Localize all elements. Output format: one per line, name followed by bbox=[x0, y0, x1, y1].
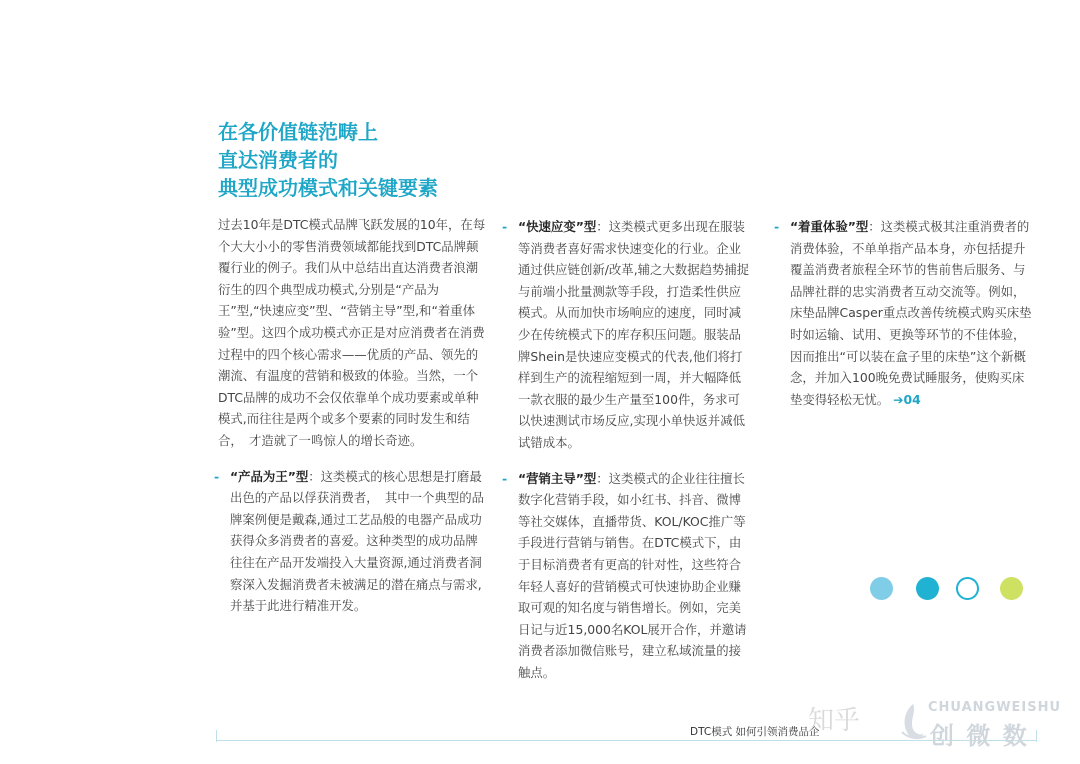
title-line-1: 在各价值链范畴上 bbox=[218, 120, 378, 144]
bullet-dash: - bbox=[502, 470, 508, 486]
bullet-text: ：这类模式更多出现在服装等消费者喜好需求快速变化的行业。企业通过供应链创新/改革,辅之大数据趋势捕捉与前端小批量测款等手段，打造柔性供应模式。从而加快市场响应的速度，同时减少在传统模式下的库存积压问题。服装品牌Shein是快速应变模式的代表,他们将打样到生产的流程缩短到一周，并大幅降低一款衣服的最少生产量至100件，务求可以快速测试市场反应,实现小单快返并减低试错成本。 bbox=[518, 219, 750, 450]
bullet-dash: - bbox=[774, 219, 780, 234]
footer-rule-tick-left bbox=[216, 730, 217, 742]
dot-light-blue bbox=[870, 577, 893, 600]
bullet-text: ：这类模式的企业往往擅长数字化营销手段，如小红书、抖音、微博等社交媒体，直播带货、KOL/KOC推广等手段进行营销与销售。在DTC模式下，由于目标消费者有更高的针对性，这些符合年轻人喜好的营销模式可快速协助企业赚取可观的知名度与销售增长。例如，完美日记与近15,000名KOL展开合作，并邀请消费者添加微信账号，建立私域流量的接触点。 bbox=[518, 470, 747, 680]
watermark bbox=[800, 694, 1080, 764]
page-link-04[interactable]: ➔04 bbox=[893, 391, 921, 407]
watermark-chinese: 创 微 数 bbox=[930, 722, 1029, 750]
dot-lime bbox=[1000, 577, 1023, 600]
dot-outline bbox=[956, 577, 979, 600]
column-middle bbox=[502, 216, 752, 683]
bullet-text: ：这类模式的核心思想是打磨最出色的产品以俘获消费者， 其中一个典型的品牌案例便是戴森,通过工艺品般的电器产品成功获得众多消费者的喜爱。这种类型的成功品牌往往在产品开发端投入大量资源,通过消费者洞察深入发掘消费者未被满足的潜在痛点与需求,并基于此进行精准开发。 bbox=[230, 468, 485, 614]
watermark-english: CHUANGWEISHU bbox=[928, 700, 1062, 715]
bullet-fast-response bbox=[502, 216, 752, 454]
bullet-product-king bbox=[214, 466, 486, 617]
bullet-dash: - bbox=[502, 219, 508, 234]
bullet-title: “产品为王”型 bbox=[230, 468, 309, 484]
watermark-zhihu: 知乎 bbox=[808, 706, 861, 736]
bullet-marketing-led bbox=[502, 468, 752, 684]
intro-paragraph: 过去10年是DTC模式品牌飞跃发展的10年，在每个大大小小的零售消费领域都能找到DTC品牌颠覆行业的例子。我们从中总结出直达消费者浪潮衍生的四个典型成功模式,分别是“产品为王”型,“快速应变”型、“营销主导”型,和“着重体验”型。这四个成功模式亦正是对应消费者在消费过程中的四个核心需求——优质的产品、领先的潮流、有温度的营销和极致的体验。当然，一个DTC品牌的成功不会仅依靠单个成功要素或单种模式,而往往是两个或多个要素的同时发生和结合， 才造就了一鸣惊人的增长奇迹。 bbox=[218, 217, 486, 448]
bullet-title: “快速应变”型 bbox=[518, 219, 597, 234]
bullet-title: “着重体验”型 bbox=[790, 219, 869, 234]
decorative-dots bbox=[870, 577, 1030, 601]
bullet-dash: - bbox=[214, 468, 220, 484]
column-right bbox=[774, 216, 1036, 410]
column-left bbox=[214, 214, 486, 617]
watermark-logo-icon bbox=[898, 702, 928, 742]
bullet-text: ：这类模式极其注重消费者的消费体验，不单单指产品本身，亦包括提升覆盖消费者旅程全环节的售前售后服务、与品牌社群的忠实消费者互动交流等。例如，床垫品牌Casper重点改善传统模式购买床垫时如运输、试用、更换等环节的不佳体验，因而推出“可以装在盒子里的床垫”这个新概念，并加入100晚免费试睡服务，使购买床垫变得轻松无忧。 bbox=[790, 219, 1032, 407]
footer-text: DTC模式 如何引领消费品企 bbox=[690, 726, 820, 738]
bullet-title: “营销主导”型 bbox=[518, 470, 597, 486]
title-line-3: 典型成功模式和关键要素 bbox=[218, 176, 438, 200]
title-line-2: 直达消费者的 bbox=[218, 148, 338, 172]
bullet-experience bbox=[774, 216, 1036, 410]
dot-blue bbox=[916, 577, 939, 600]
page-title bbox=[218, 118, 638, 202]
